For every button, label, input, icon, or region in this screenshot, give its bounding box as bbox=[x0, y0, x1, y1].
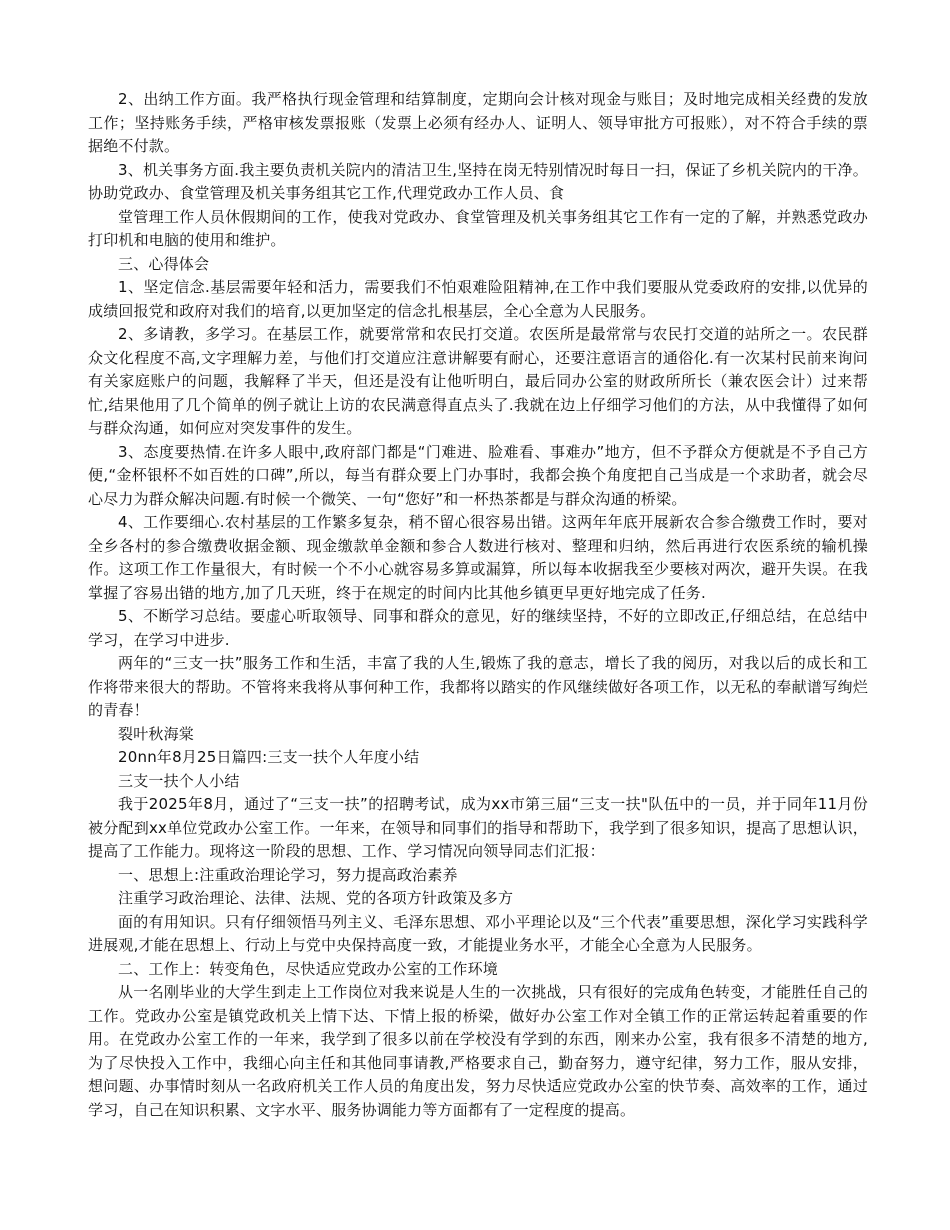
section-heading-experience: 三、心得体会 bbox=[118, 254, 210, 273]
signature-author: 裂叶秋海棠 bbox=[118, 724, 195, 743]
paragraph-role-change: 从一名刚毕业的大学生到走上工作岗位对我来说是人生的一次挑战，只有很好的完成角色转变，才能胜任自己的工作。党政办公室是镇党政机关上情下达、下情上报的桥梁，做好办公室工作对全镇工作的正常运转起着重要的作用。在党政办公室工作的一年来，我学到了很多以前在学校没有学到的东西，刚来办公室，我有很多不清楚的地方,为了尽快投入工作中，我细心向主任和其他同事请教,严格要求自己，勤奋努力，遵守纪律，努力工作，服从安排，想问题、办事情时刻从一名政府机关工作人员的角度出发，努力尽快适应党政办公室的快节奏、高效率的工作，通过学习，自己在知识积累、文字水平、服务协调能力等方面都有了一定程度的提高。 bbox=[88, 983, 868, 1119]
paragraph-useful-knowledge: 面的有用知识。只有仔细领悟马列主义、毛泽东思想、邓小平理论以及“三个代表”重要思想，深化学习实践科学进展观,才能在思想上、行动上与党中央保持高度一致，才能提业务水平，才能全心全意为人民服务。 bbox=[88, 912, 868, 954]
paragraph-introduction: 我于2025年8月，通过了“三支一扶”的招聘考试，成为xx市第三届“三支一扶"队伍中的一员，并于同年11月份被分配到xx单位党政办公室工作。一年来，在领导和同事们的指导和帮助下，我学到了很多知识，提高了思想认识，提高了工作能力。现将这一阶段的思想、工作、学习情况向领导同志们汇报： bbox=[88, 795, 868, 860]
paragraph-office-affairs: 3、机关事务方面.我主要负责机关院内的清洁卫生,坚持在岗无特别情况时每日一扫，保证了乡机关院内的干净。协助党政办、食堂管理及机关事务组其它工作,代理党政办工作人员、食 bbox=[88, 160, 868, 202]
chapter-subtitle: 三支一扶个人小结 bbox=[118, 771, 240, 790]
paragraph-careful-work: 4、工作要细心.农村基层的工作繁多复杂，稍不留心很容易出错。这两年年底开展新农合参合缴费工作时，要对全乡各村的参合缴费收据金额、现金缴款单金额和参合人数进行核对、整理和归纳，然后再进行农医系统的输机操作。这项工作工作量很大，有时候一个不小心就容易多算或漏算，所以每本收据我至少要核对两次，避开失误。在我掌握了容易出错的地方,加了几天班，终于在规定的时间内比其他乡镇更早更好地完成了任务. bbox=[88, 513, 868, 602]
date-and-chapter-title: 20nn年8月25日篇四:三支一扶个人年度小结 bbox=[118, 748, 420, 766]
paragraph-firm-belief: 1、坚定信念.基层需要年轻和活力，需要我们不怕艰难险阻精神,在工作中我们要服从党委政府的安排,以优异的成绩回报党和政府对我们的培育,以更加坚定的信念扎根基层，全心全意为人民服务。 bbox=[88, 278, 868, 320]
paragraph-keep-learning: 5、不断学习总结。要虚心听取领导、同事和群众的意见，好的继续坚持，不好的立即改正,仔细总结，在总结中学习，在学习中进步. bbox=[88, 607, 868, 649]
section-heading-work: 二、工作上：转变角色，尽快适应党政办公室的工作环境 bbox=[118, 959, 499, 978]
paragraph-warm-attitude: 3、态度要热情.在许多人眼中,政府部门都是“门难进、脸难看、事难办”地方，但不予群众方便就是不予自己方便,“金杯银杯不如百姓的口碑”,所以，每当有群众要上门办事时，我都会换个角度把自己当成是一个求助者，就会尽心尽力为群众解决问题.有时候一个微笑、一句“您好”和一杯热茶都是与群众沟通的桥梁。 bbox=[88, 442, 868, 508]
paragraph-learn-more: 2、多请教，多学习。在基层工作，就要常常和农民打交道。农医所是最常常与农民打交道的站所之一。农民群众文化程度不高,文字理解力差，与他们打交道应注意讲解要有耐心，还要注意语言的通俗化.有一次某村民前来询问有关家庭账户的问题，我解释了半天，但还是没有让他听明白，最后同办公室的财政所所长（兼农医会计）过来帮忙,结果他用了几个简单的例子就让上访的农民满意得直点头了.我就在边上仔细学习他们的方法，从中我懂得了如何与群众沟通，如何应对突发事件的发生。 bbox=[88, 325, 868, 437]
paragraph-study-theory: 注重学习政治理论、法律、法规、党的各项方针政策及多方 bbox=[118, 889, 514, 907]
paragraph-conclusion: 两年的“三支一扶”服务工作和生活，丰富了我的人生,锻炼了我的意志，增长了我的阅历，对我以后的成长和工作将带来很大的帮助。不管将来我将从事何种工作，我都将以踏实的作风继续做好各项工作，以无私的奉献谱写绚烂的青春！ bbox=[88, 654, 868, 719]
section-heading-ideology: 一、思想上:注重政治理论学习，努力提高政治素养 bbox=[118, 865, 458, 884]
paragraph-canteen-management: 堂管理工作人员休假期间的工作，使我对党政办、食堂管理及机关事务组其它工作有一定的了解，并熟悉党政办打印机和电脑的使用和维护。 bbox=[88, 207, 868, 249]
document-body bbox=[88, 88, 868, 1122]
paragraph-cashier-work: 2、出纳工作方面。我严格执行现金管理和结算制度，定期向会计核对现金与账目；及时地完成相关经费的发放工作；坚持账务手续，严格审核发票报账（发票上必须有经办人、证明人、领导审批方可报账），对不符合手续的票据绝不付款。 bbox=[88, 90, 868, 155]
